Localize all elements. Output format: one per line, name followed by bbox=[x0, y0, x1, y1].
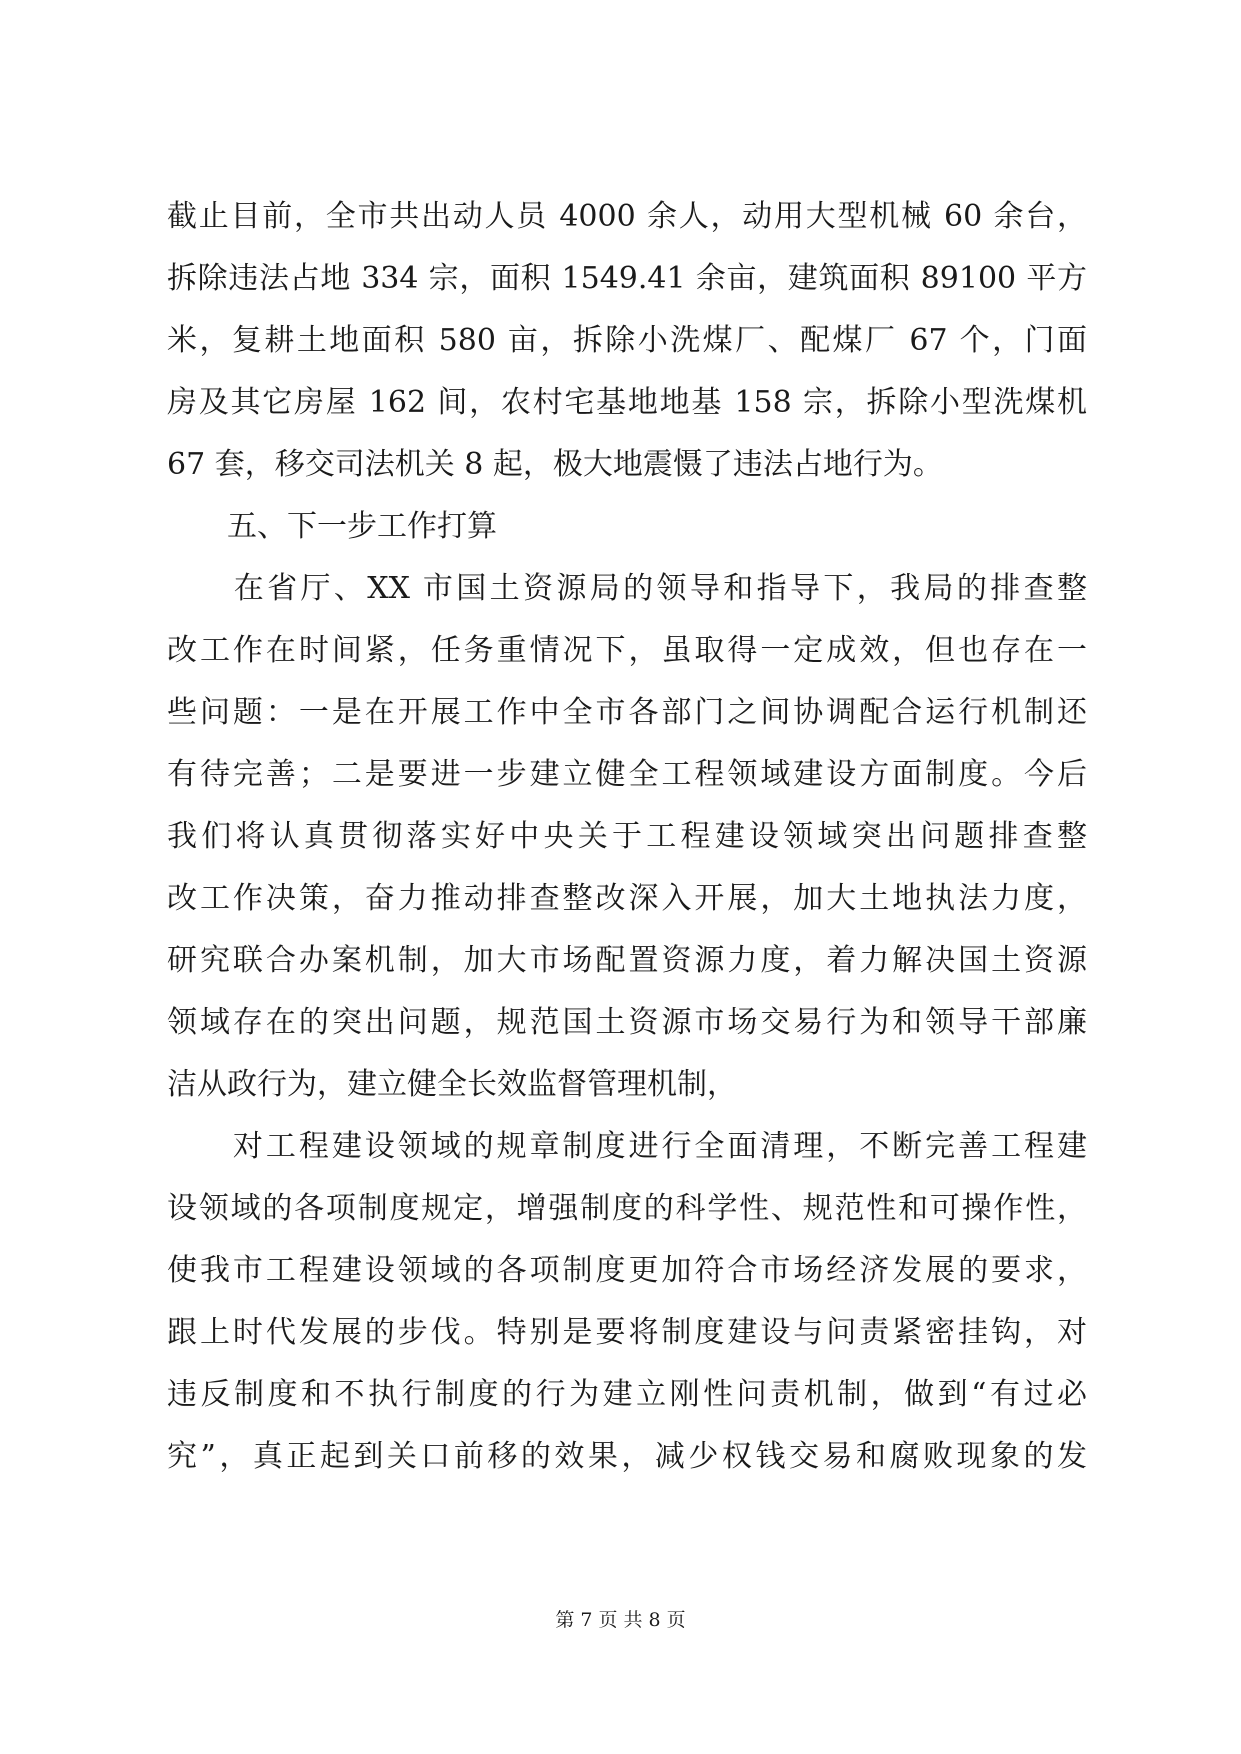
text-line: 究”，真正起到关口前移的效果，减少权钱交易和腐败现象的发 bbox=[167, 1439, 1087, 1474]
paragraph-regulations bbox=[167, 1116, 1087, 1488]
text-line: 房及其它房屋 162 间，农村宅基地地基 158 宗，拆除小型洗煤机 bbox=[167, 385, 1087, 420]
section-heading: 五、下一步工作打算 bbox=[167, 509, 497, 544]
text-line: 我们将认真贯彻落实好中央关于工程建设领域突出问题排查整 bbox=[167, 819, 1087, 854]
text-line: 对工程建设领域的规章制度进行全面清理，不断完善工程建 bbox=[167, 1129, 1087, 1164]
text-line: 洁从政行为，建立健全长效监督管理机制， bbox=[167, 1067, 737, 1102]
text-line: 违反制度和不执行制度的行为建立刚性问责机制，做到“有过必 bbox=[167, 1377, 1087, 1412]
text-line: 有待完善；二是要进一步建立健全工程领域建设方面制度。今后 bbox=[167, 757, 1087, 792]
section-heading-next-steps bbox=[167, 496, 1087, 558]
text-line: 截止目前，全市共出动人员 4000 余人，动用大型机械 60 余台， bbox=[167, 199, 1087, 234]
text-line: 拆除违法占地 334 宗，面积 1549.41 余亩，建筑面积 89100 平方 bbox=[167, 261, 1087, 296]
text-line: 些问题：一是在开展工作中全市各部门之间协调配合运行机制还 bbox=[167, 695, 1087, 730]
paragraph-statistics bbox=[167, 186, 1087, 496]
text-line: 改工作在时间紧，任务重情况下，虽取得一定成效，但也存在一 bbox=[167, 633, 1087, 668]
text-line: 设领域的各项制度规定，增强制度的科学性、规范性和可操作性， bbox=[167, 1191, 1087, 1226]
text-line: 跟上时代发展的步伐。特别是要将制度建设与问责紧密挂钩，对 bbox=[167, 1315, 1087, 1350]
text-line: 领域存在的突出问题，规范国土资源市场交易行为和领导干部廉 bbox=[167, 1005, 1087, 1040]
text-line: 米，复耕土地面积 580 亩，拆除小洗煤厂、配煤厂 67 个，门面 bbox=[167, 323, 1087, 358]
paragraph-issues bbox=[167, 558, 1087, 1116]
text-line: 改工作决策，奋力推动排查整改深入开展，加大土地执法力度， bbox=[167, 881, 1087, 916]
text-line: 研究联合办案机制，加大市场配置资源力度，着力解决国土资源 bbox=[167, 943, 1087, 978]
text-line: 67 套，移交司法机关 8 起，极大地震慑了违法占地行为。 bbox=[167, 447, 943, 482]
text-line: 使我市工程建设领域的各项制度更加符合市场经济发展的要求， bbox=[167, 1253, 1087, 1288]
document-body bbox=[167, 186, 1087, 1488]
text-line: 在省厅、XX 市国土资源局的领导和指导下，我局的排查整 bbox=[167, 571, 1087, 606]
page-number-footer: 第 7 页 共 8 页 bbox=[555, 1609, 686, 1631]
